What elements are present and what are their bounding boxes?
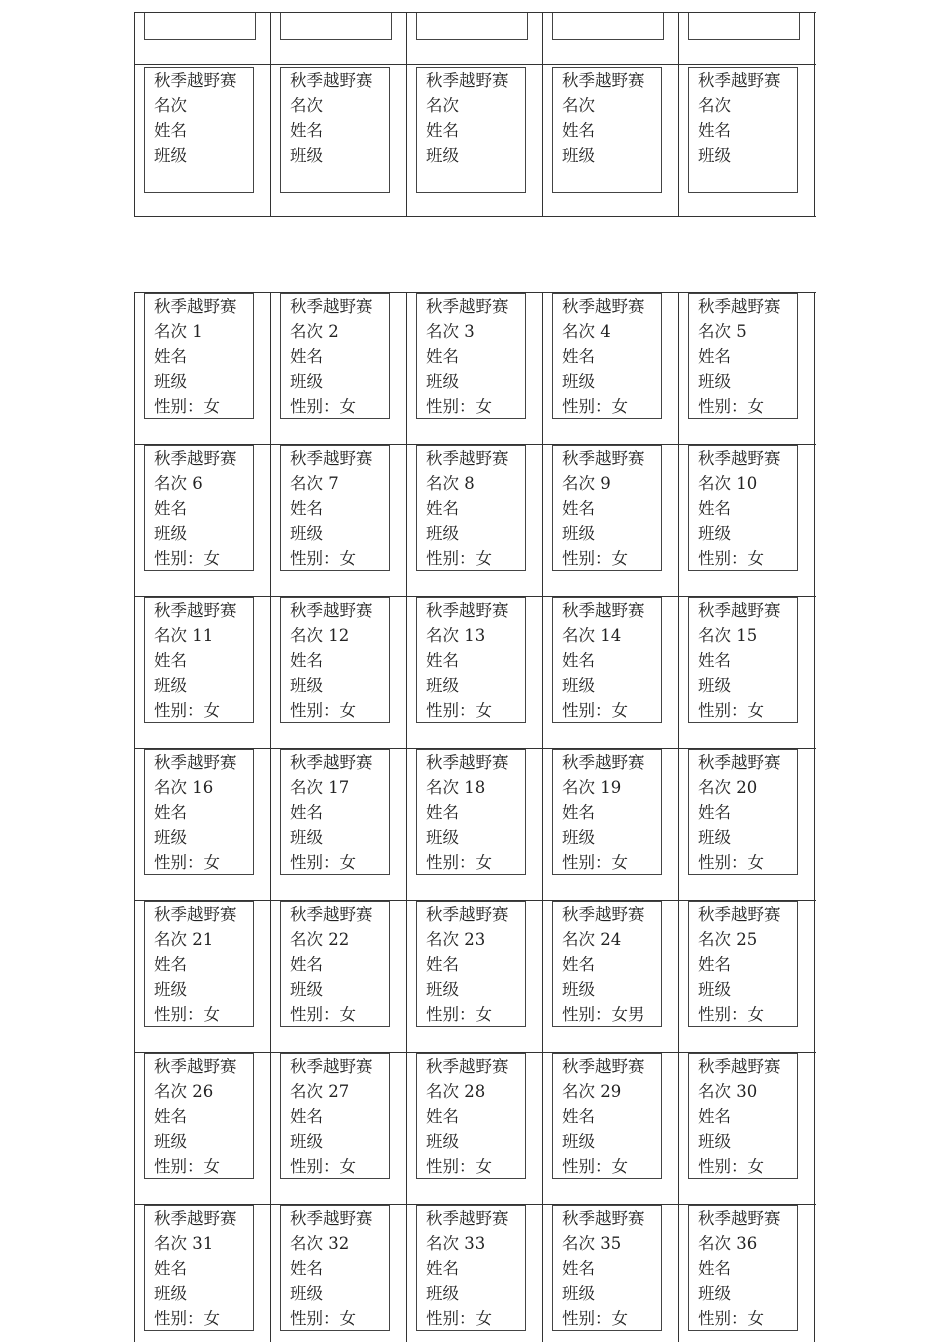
race-card bbox=[552, 1053, 662, 1179]
rank-label: 名次 11 bbox=[154, 626, 214, 645]
rank-label: 名次 20 bbox=[698, 778, 758, 797]
class-label: 班级 bbox=[426, 676, 459, 695]
race-card bbox=[416, 293, 526, 419]
card-cell bbox=[271, 749, 407, 900]
event-title: 秋季越野赛 bbox=[290, 71, 373, 90]
name-label: 姓名 bbox=[426, 499, 459, 518]
gender-label: 性别：女 bbox=[698, 549, 764, 568]
gender-label: 性别：女 bbox=[154, 701, 220, 720]
rank-label: 名次 12 bbox=[290, 626, 350, 645]
card-cell bbox=[407, 1205, 543, 1342]
gender-label: 性别：女男 bbox=[562, 1005, 645, 1024]
race-card bbox=[688, 749, 798, 875]
card-row bbox=[135, 597, 816, 749]
card-cell bbox=[543, 445, 679, 596]
rank-label: 名次 27 bbox=[290, 1082, 350, 1101]
class-label: 班级 bbox=[154, 1284, 187, 1303]
event-title: 秋季越野赛 bbox=[562, 753, 645, 772]
event-title: 秋季越野赛 bbox=[698, 753, 781, 772]
name-label: 姓名 bbox=[290, 803, 323, 822]
gender-label: 性别：女 bbox=[154, 1157, 220, 1176]
cut-card-stub bbox=[280, 13, 392, 40]
name-label: 姓名 bbox=[562, 651, 595, 670]
name-label: 姓名 bbox=[154, 651, 187, 670]
class-label: 班级 bbox=[426, 1132, 459, 1151]
name-label: 姓名 bbox=[698, 1107, 731, 1126]
rank-label: 名次 35 bbox=[562, 1234, 622, 1253]
class-label: 班级 bbox=[426, 1284, 459, 1303]
race-card bbox=[416, 1205, 526, 1331]
gender-label: 性别：女 bbox=[290, 397, 356, 416]
rank-label: 名次 29 bbox=[562, 1082, 622, 1101]
card-cell bbox=[135, 597, 271, 748]
name-label: 姓名 bbox=[562, 347, 595, 366]
rank-label: 名次 24 bbox=[562, 930, 622, 949]
gender-label: 性别：女 bbox=[426, 549, 492, 568]
gender-label: 性别：女 bbox=[698, 1157, 764, 1176]
rank-label: 名次 22 bbox=[290, 930, 350, 949]
class-label: 班级 bbox=[426, 980, 459, 999]
name-label: 姓名 bbox=[426, 651, 459, 670]
rank-label: 名次 19 bbox=[562, 778, 622, 797]
rank-label: 名次 bbox=[290, 96, 323, 115]
top-card-row bbox=[135, 65, 816, 217]
class-label: 班级 bbox=[698, 1132, 731, 1151]
rank-label: 名次 26 bbox=[154, 1082, 214, 1101]
rank-label: 名次 25 bbox=[698, 930, 758, 949]
rank-label: 名次 bbox=[698, 96, 731, 115]
class-label: 班级 bbox=[562, 372, 595, 391]
card-cell bbox=[407, 749, 543, 900]
name-label: 姓名 bbox=[698, 121, 731, 140]
race-card bbox=[280, 901, 390, 1027]
event-title: 秋季越野赛 bbox=[426, 601, 509, 620]
rank-label: 名次 4 bbox=[562, 322, 611, 341]
card-cell bbox=[543, 65, 679, 216]
card-cell bbox=[407, 901, 543, 1052]
card-cell bbox=[543, 901, 679, 1052]
event-title: 秋季越野赛 bbox=[426, 297, 509, 316]
race-card bbox=[552, 597, 662, 723]
race-card bbox=[688, 293, 798, 419]
class-label: 班级 bbox=[426, 146, 459, 165]
card-cell bbox=[407, 65, 543, 216]
race-card bbox=[688, 901, 798, 1027]
card-cell bbox=[135, 1205, 271, 1342]
name-label: 姓名 bbox=[154, 803, 187, 822]
gender-label: 性别：女 bbox=[698, 701, 764, 720]
event-title: 秋季越野赛 bbox=[290, 753, 373, 772]
class-label: 班级 bbox=[290, 372, 323, 391]
race-card bbox=[416, 67, 526, 193]
race-card bbox=[280, 445, 390, 571]
card-cell bbox=[271, 1053, 407, 1204]
card-cell bbox=[135, 65, 271, 216]
name-label: 姓名 bbox=[290, 1107, 323, 1126]
card-cell bbox=[679, 293, 815, 444]
race-card bbox=[688, 1053, 798, 1179]
rank-label: 名次 21 bbox=[154, 930, 214, 949]
name-label: 姓名 bbox=[154, 1259, 187, 1278]
card-cell bbox=[679, 1205, 815, 1342]
class-label: 班级 bbox=[562, 524, 595, 543]
rank-label: 名次 17 bbox=[290, 778, 350, 797]
card-row bbox=[135, 445, 816, 597]
event-title: 秋季越野赛 bbox=[562, 905, 645, 924]
gender-label: 性别：女 bbox=[154, 853, 220, 872]
gender-label: 性别：女 bbox=[154, 397, 220, 416]
card-row bbox=[135, 901, 816, 1053]
name-label: 姓名 bbox=[426, 955, 459, 974]
class-label: 班级 bbox=[426, 524, 459, 543]
event-title: 秋季越野赛 bbox=[154, 449, 237, 468]
name-label: 姓名 bbox=[562, 803, 595, 822]
card-cell bbox=[271, 445, 407, 596]
rank-label: 名次 5 bbox=[698, 322, 747, 341]
event-title: 秋季越野赛 bbox=[562, 1057, 645, 1076]
race-card bbox=[688, 445, 798, 571]
card-cell bbox=[679, 65, 815, 216]
card-cell bbox=[271, 597, 407, 748]
class-label: 班级 bbox=[426, 372, 459, 391]
name-label: 姓名 bbox=[426, 1107, 459, 1126]
race-card bbox=[280, 1053, 390, 1179]
card-cell bbox=[543, 597, 679, 748]
gender-label: 性别：女 bbox=[426, 1309, 492, 1328]
event-title: 秋季越野赛 bbox=[562, 601, 645, 620]
name-label: 姓名 bbox=[698, 955, 731, 974]
gender-label: 性别：女 bbox=[290, 853, 356, 872]
name-label: 姓名 bbox=[290, 1259, 323, 1278]
stub-cell bbox=[271, 13, 407, 64]
stub-cell bbox=[407, 13, 543, 64]
race-card bbox=[144, 1053, 254, 1179]
gender-label: 性别：女 bbox=[562, 1309, 628, 1328]
class-label: 班级 bbox=[698, 828, 731, 847]
rank-label: 名次 2 bbox=[290, 322, 339, 341]
event-title: 秋季越野赛 bbox=[290, 1209, 373, 1228]
gender-label: 性别：女 bbox=[562, 701, 628, 720]
rank-label: 名次 bbox=[426, 96, 459, 115]
event-title: 秋季越野赛 bbox=[290, 449, 373, 468]
name-label: 姓名 bbox=[154, 1107, 187, 1126]
race-card bbox=[280, 293, 390, 419]
cut-card-stub bbox=[144, 13, 256, 40]
gender-label: 性别：女 bbox=[426, 1157, 492, 1176]
class-label: 班级 bbox=[154, 372, 187, 391]
rank-label: 名次 6 bbox=[154, 474, 203, 493]
event-title: 秋季越野赛 bbox=[562, 71, 645, 90]
race-card bbox=[688, 1205, 798, 1331]
card-cell bbox=[407, 445, 543, 596]
race-card bbox=[552, 749, 662, 875]
name-label: 姓名 bbox=[562, 955, 595, 974]
card-cell bbox=[679, 597, 815, 748]
name-label: 姓名 bbox=[426, 1259, 459, 1278]
rank-label: 名次 23 bbox=[426, 930, 486, 949]
rank-label: 名次 18 bbox=[426, 778, 486, 797]
gender-label: 性别：女 bbox=[562, 549, 628, 568]
class-label: 班级 bbox=[698, 676, 731, 695]
gender-label: 性别：女 bbox=[698, 853, 764, 872]
name-label: 姓名 bbox=[426, 121, 459, 140]
event-title: 秋季越野赛 bbox=[562, 449, 645, 468]
class-label: 班级 bbox=[698, 1284, 731, 1303]
event-title: 秋季越野赛 bbox=[698, 1057, 781, 1076]
card-cell bbox=[135, 293, 271, 444]
class-label: 班级 bbox=[698, 372, 731, 391]
event-title: 秋季越野赛 bbox=[154, 1209, 237, 1228]
event-title: 秋季越野赛 bbox=[290, 297, 373, 316]
event-title: 秋季越野赛 bbox=[426, 71, 509, 90]
card-cell bbox=[135, 901, 271, 1052]
rank-label: 名次 3 bbox=[426, 322, 475, 341]
class-label: 班级 bbox=[290, 1132, 323, 1151]
card-cell bbox=[543, 1205, 679, 1342]
card-row bbox=[135, 1205, 816, 1342]
name-label: 姓名 bbox=[154, 499, 187, 518]
gender-label: 性别：女 bbox=[154, 1309, 220, 1328]
name-label: 姓名 bbox=[698, 499, 731, 518]
rank-label: 名次 32 bbox=[290, 1234, 350, 1253]
class-label: 班级 bbox=[562, 1284, 595, 1303]
gender-label: 性别：女 bbox=[290, 1005, 356, 1024]
event-title: 秋季越野赛 bbox=[154, 905, 237, 924]
card-cell bbox=[271, 901, 407, 1052]
card-cell bbox=[135, 749, 271, 900]
race-card bbox=[144, 901, 254, 1027]
card-cell bbox=[543, 749, 679, 900]
card-cell bbox=[679, 901, 815, 1052]
class-label: 班级 bbox=[154, 980, 187, 999]
rank-label: 名次 16 bbox=[154, 778, 214, 797]
gender-label: 性别：女 bbox=[562, 397, 628, 416]
class-label: 班级 bbox=[698, 146, 731, 165]
class-label: 班级 bbox=[290, 1284, 323, 1303]
race-card bbox=[688, 67, 798, 193]
event-title: 秋季越野赛 bbox=[562, 297, 645, 316]
event-title: 秋季越野赛 bbox=[154, 297, 237, 316]
race-card bbox=[280, 749, 390, 875]
card-row bbox=[135, 1053, 816, 1205]
main-card-table bbox=[134, 292, 816, 1342]
cut-card-stub bbox=[416, 13, 528, 40]
gender-label: 性别：女 bbox=[290, 701, 356, 720]
event-title: 秋季越野赛 bbox=[698, 1209, 781, 1228]
rank-label: 名次 8 bbox=[426, 474, 475, 493]
name-label: 姓名 bbox=[698, 651, 731, 670]
event-title: 秋季越野赛 bbox=[426, 449, 509, 468]
class-label: 班级 bbox=[562, 676, 595, 695]
rank-label: 名次 9 bbox=[562, 474, 611, 493]
race-card bbox=[280, 597, 390, 723]
stub-cell bbox=[135, 13, 271, 64]
rank-label: 名次 14 bbox=[562, 626, 622, 645]
top-stub-row bbox=[135, 13, 816, 65]
card-cell bbox=[679, 445, 815, 596]
event-title: 秋季越野赛 bbox=[290, 1057, 373, 1076]
class-label: 班级 bbox=[562, 146, 595, 165]
race-card bbox=[688, 597, 798, 723]
rank-label: 名次 31 bbox=[154, 1234, 214, 1253]
name-label: 姓名 bbox=[290, 651, 323, 670]
race-card bbox=[280, 1205, 390, 1331]
event-title: 秋季越野赛 bbox=[426, 905, 509, 924]
event-title: 秋季越野赛 bbox=[562, 1209, 645, 1228]
cut-card-stub bbox=[688, 13, 800, 40]
class-label: 班级 bbox=[290, 146, 323, 165]
card-cell bbox=[679, 1053, 815, 1204]
class-label: 班级 bbox=[698, 524, 731, 543]
race-card bbox=[280, 67, 390, 193]
name-label: 姓名 bbox=[154, 121, 187, 140]
race-card bbox=[144, 293, 254, 419]
stub-cell bbox=[679, 13, 815, 64]
card-cell bbox=[407, 293, 543, 444]
rank-label: 名次 bbox=[562, 96, 595, 115]
rank-label: 名次 28 bbox=[426, 1082, 486, 1101]
gender-label: 性别：女 bbox=[562, 1157, 628, 1176]
gender-label: 性别：女 bbox=[426, 397, 492, 416]
class-label: 班级 bbox=[290, 980, 323, 999]
event-title: 秋季越野赛 bbox=[698, 71, 781, 90]
gender-label: 性别：女 bbox=[154, 549, 220, 568]
class-label: 班级 bbox=[154, 676, 187, 695]
top-card-table bbox=[134, 12, 816, 217]
rank-label: 名次 10 bbox=[698, 474, 758, 493]
name-label: 姓名 bbox=[698, 1259, 731, 1278]
class-label: 班级 bbox=[562, 980, 595, 999]
rank-label: 名次 7 bbox=[290, 474, 339, 493]
event-title: 秋季越野赛 bbox=[698, 601, 781, 620]
name-label: 姓名 bbox=[290, 499, 323, 518]
race-card bbox=[416, 445, 526, 571]
rank-label: 名次 13 bbox=[426, 626, 486, 645]
gender-label: 性别：女 bbox=[290, 1309, 356, 1328]
card-cell bbox=[679, 749, 815, 900]
race-card bbox=[416, 749, 526, 875]
event-title: 秋季越野赛 bbox=[290, 905, 373, 924]
race-card bbox=[144, 749, 254, 875]
race-card bbox=[144, 597, 254, 723]
class-label: 班级 bbox=[426, 828, 459, 847]
race-card bbox=[552, 445, 662, 571]
race-card bbox=[416, 1053, 526, 1179]
event-title: 秋季越野赛 bbox=[426, 753, 509, 772]
event-title: 秋季越野赛 bbox=[154, 71, 237, 90]
card-cell bbox=[271, 293, 407, 444]
class-label: 班级 bbox=[154, 828, 187, 847]
class-label: 班级 bbox=[698, 980, 731, 999]
class-label: 班级 bbox=[154, 1132, 187, 1151]
cut-card-stub bbox=[552, 13, 664, 40]
race-card bbox=[416, 597, 526, 723]
name-label: 姓名 bbox=[562, 1259, 595, 1278]
gender-label: 性别：女 bbox=[698, 1309, 764, 1328]
class-label: 班级 bbox=[154, 146, 187, 165]
race-card bbox=[416, 901, 526, 1027]
card-row bbox=[135, 749, 816, 901]
class-label: 班级 bbox=[290, 524, 323, 543]
race-card bbox=[552, 1205, 662, 1331]
gender-label: 性别：女 bbox=[290, 1157, 356, 1176]
gender-label: 性别：女 bbox=[290, 549, 356, 568]
gender-label: 性别：女 bbox=[426, 701, 492, 720]
card-cell bbox=[135, 445, 271, 596]
gender-label: 性别：女 bbox=[426, 853, 492, 872]
name-label: 姓名 bbox=[562, 499, 595, 518]
class-label: 班级 bbox=[562, 828, 595, 847]
race-card bbox=[144, 445, 254, 571]
rank-label: 名次 30 bbox=[698, 1082, 758, 1101]
name-label: 姓名 bbox=[698, 803, 731, 822]
event-title: 秋季越野赛 bbox=[290, 601, 373, 620]
name-label: 姓名 bbox=[562, 121, 595, 140]
gender-label: 性别：女 bbox=[426, 1005, 492, 1024]
card-cell bbox=[407, 597, 543, 748]
event-title: 秋季越野赛 bbox=[426, 1057, 509, 1076]
class-label: 班级 bbox=[290, 828, 323, 847]
name-label: 姓名 bbox=[698, 347, 731, 366]
gender-label: 性别：女 bbox=[698, 397, 764, 416]
card-cell bbox=[271, 1205, 407, 1342]
event-title: 秋季越野赛 bbox=[698, 297, 781, 316]
race-card bbox=[144, 67, 254, 193]
name-label: 姓名 bbox=[290, 347, 323, 366]
name-label: 姓名 bbox=[426, 347, 459, 366]
class-label: 班级 bbox=[290, 676, 323, 695]
card-cell bbox=[407, 1053, 543, 1204]
race-card bbox=[552, 67, 662, 193]
card-cell bbox=[271, 65, 407, 216]
race-card bbox=[552, 901, 662, 1027]
event-title: 秋季越野赛 bbox=[698, 449, 781, 468]
stub-cell bbox=[543, 13, 679, 64]
card-cell bbox=[135, 1053, 271, 1204]
gender-label: 性别：女 bbox=[698, 1005, 764, 1024]
name-label: 姓名 bbox=[154, 955, 187, 974]
name-label: 姓名 bbox=[290, 121, 323, 140]
card-cell bbox=[543, 293, 679, 444]
event-title: 秋季越野赛 bbox=[426, 1209, 509, 1228]
rank-label: 名次 36 bbox=[698, 1234, 758, 1253]
card-cell bbox=[543, 1053, 679, 1204]
event-title: 秋季越野赛 bbox=[154, 601, 237, 620]
gender-label: 性别：女 bbox=[562, 853, 628, 872]
card-row bbox=[135, 293, 816, 445]
class-label: 班级 bbox=[562, 1132, 595, 1151]
name-label: 姓名 bbox=[426, 803, 459, 822]
race-card bbox=[552, 293, 662, 419]
name-label: 姓名 bbox=[154, 347, 187, 366]
rank-label: 名次 bbox=[154, 96, 187, 115]
rank-label: 名次 1 bbox=[154, 322, 203, 341]
rank-label: 名次 33 bbox=[426, 1234, 486, 1253]
event-title: 秋季越野赛 bbox=[154, 753, 237, 772]
race-card bbox=[144, 1205, 254, 1331]
rank-label: 名次 15 bbox=[698, 626, 758, 645]
event-title: 秋季越野赛 bbox=[698, 905, 781, 924]
name-label: 姓名 bbox=[562, 1107, 595, 1126]
event-title: 秋季越野赛 bbox=[154, 1057, 237, 1076]
gender-label: 性别：女 bbox=[154, 1005, 220, 1024]
class-label: 班级 bbox=[154, 524, 187, 543]
name-label: 姓名 bbox=[290, 955, 323, 974]
